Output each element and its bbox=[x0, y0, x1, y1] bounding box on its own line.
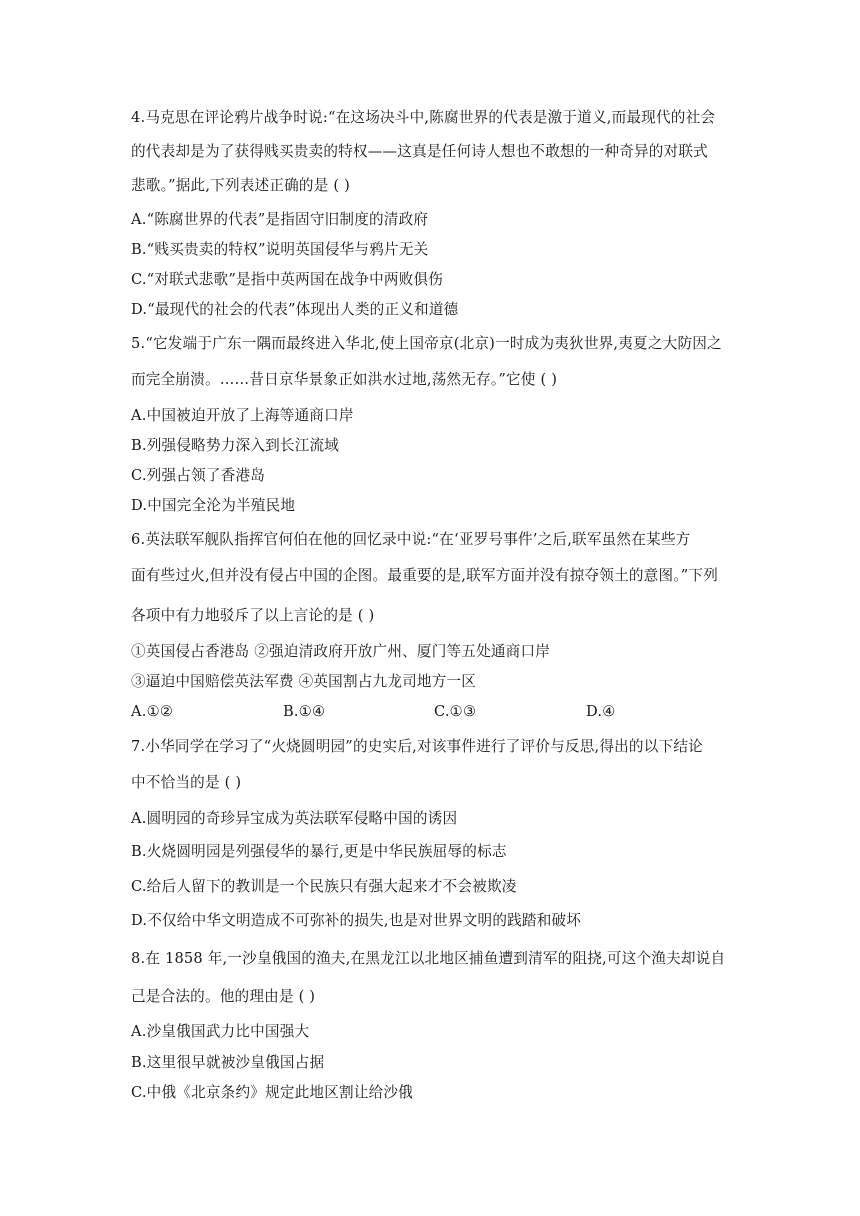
question-stem-line: 的代表却是为了获得贱买贵卖的特权——这真是任何诗人想也不敢想的一种奇异的对联式 bbox=[131, 143, 708, 160]
option-c[interactable]: C.①③ bbox=[434, 703, 477, 720]
statement-items-line: ①英国侵占香港岛 ②强迫清政府开放广州、厦门等五处通商口岸 bbox=[131, 643, 551, 660]
question-stem-line: 4.马克思在评论鸦片战争时说:“在这场决斗中,陈腐世界的代表是激于道义,而最现代的社会 bbox=[131, 109, 716, 126]
option-a[interactable]: A.中国被迫开放了上海等通商口岸 bbox=[131, 407, 354, 424]
option-a[interactable]: A.沙皇俄国武力比中国强大 bbox=[131, 1023, 310, 1040]
question-stem-line: 悲歌。”据此,下列表述正确的是 ( ) bbox=[131, 177, 350, 194]
option-b[interactable]: B.“贱买贵卖的特权”说明英国侵华与鸦片无关 bbox=[131, 241, 429, 258]
question-stem-line: 面有些过火,但并没有侵占中国的企图。最重要的是,联军方面并没有掠夺领土的意图。”下列 bbox=[131, 567, 718, 584]
option-d[interactable]: D.④ bbox=[586, 703, 616, 720]
question-stem-line: 7.小华同学在学习了“火烧圆明园”的史实后,对该事件进行了评价与反思,得出的以下结论 bbox=[131, 738, 703, 755]
option-c[interactable]: C.“对联式悲歌”是指中英两国在战争中两败俱伤 bbox=[131, 271, 444, 288]
statement-items-line: ③逼迫中国赔偿英法军费 ④英国割占九龙司地方一区 bbox=[131, 673, 477, 690]
option-d[interactable]: D.中国完全沦为半殖民地 bbox=[131, 497, 296, 514]
option-b[interactable]: B.这里很早就被沙皇俄国占据 bbox=[131, 1054, 325, 1071]
option-c[interactable]: C.列强占领了香港岛 bbox=[131, 467, 266, 484]
option-b[interactable]: B.列强侵略势力深入到长江流域 bbox=[131, 437, 340, 454]
question-stem-line: 6.英法联军舰队指挥官何伯在他的回忆录中说:“在‘亚罗号事件’之后,联军虽然在某些方 bbox=[131, 531, 691, 548]
question-stem-line: 8.在 1858 年,一沙皇俄国的渔夫,在黑龙江以北地区捕鱼遭到清军的阻挠,可这个渔夫却说自 bbox=[131, 950, 726, 967]
question-stem-line: 己是合法的。他的理由是 ( ) bbox=[131, 988, 316, 1005]
option-a[interactable]: A.①② bbox=[131, 703, 174, 720]
option-c[interactable]: C.中俄《北京条约》规定此地区割让给沙俄 bbox=[131, 1084, 413, 1101]
option-d[interactable]: D.不仅给中华文明造成不可弥补的损失,也是对世界文明的践踏和破坏 bbox=[131, 912, 582, 929]
option-c[interactable]: C.给后人留下的教训是一个民族只有强大起来才不会被欺凌 bbox=[131, 878, 517, 895]
option-a[interactable]: A.“陈腐世界的代表”是指固守旧制度的清政府 bbox=[131, 211, 429, 228]
options-row bbox=[0, 702, 860, 722]
question-stem-line: 中不恰当的是 ( ) bbox=[131, 774, 242, 791]
option-a[interactable]: A.圆明园的奇珍异宝成为英法联军侵略中国的诱因 bbox=[131, 810, 458, 827]
option-b[interactable]: B.①④ bbox=[283, 703, 326, 720]
question-stem-line: 而完全崩溃。……昔日京华景象正如洪水过地,荡然无存。”它使 ( ) bbox=[131, 371, 558, 388]
question-stem-line: 5.“它发端于广东一隅而最终进入华北,使上国帝京(北京)一时成为夷狄世界,夷夏之大防因之 bbox=[131, 335, 722, 352]
question-stem-line: 各项中有力地驳斥了以上言论的是 ( ) bbox=[131, 607, 375, 624]
option-b[interactable]: B.火烧圆明园是列强侵华的暴行,更是中华民族屈辱的标志 bbox=[131, 843, 507, 860]
option-d[interactable]: D.“最现代的社会的代表”体现出人类的正义和道德 bbox=[131, 301, 459, 318]
